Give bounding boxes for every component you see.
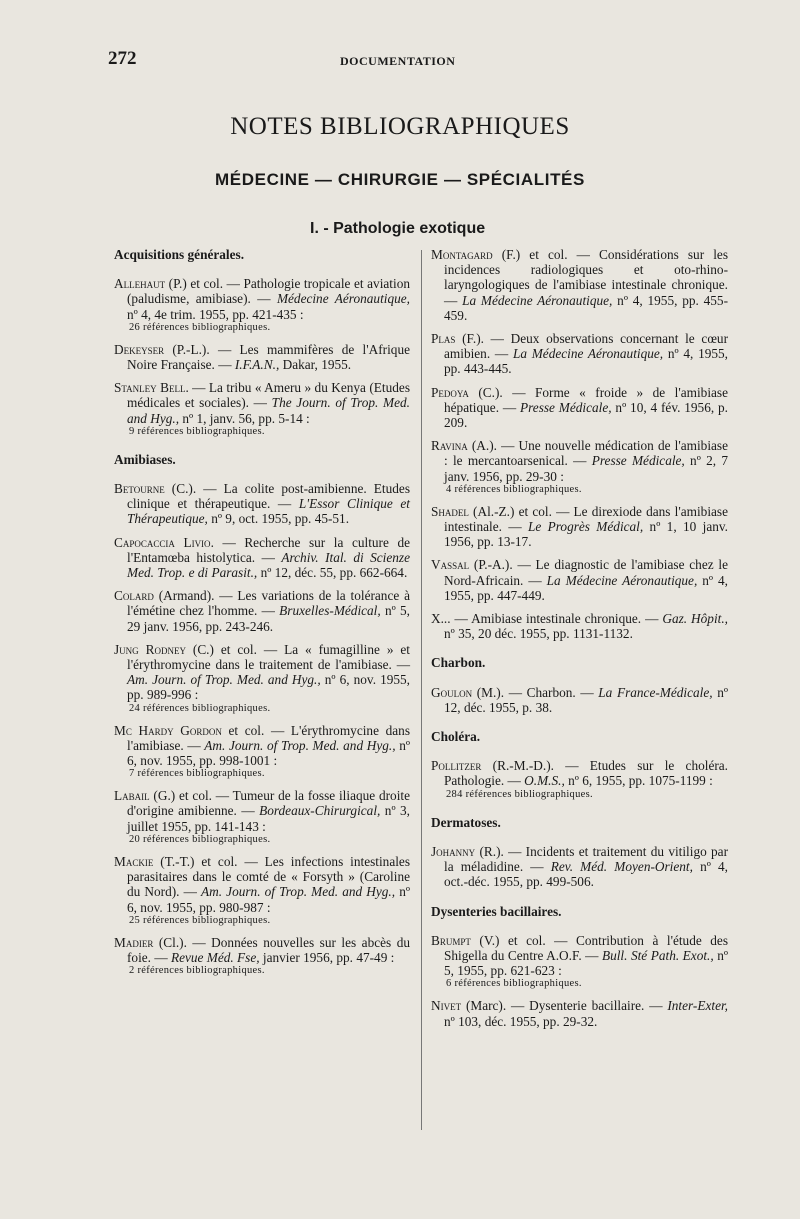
entry-author: Stanley Bell <box>114 380 186 396</box>
entry-journal: Inter-Exter, <box>667 998 728 1014</box>
entry-author: Jung Rodney <box>114 641 186 657</box>
entry-references: 9 références bibliographiques. <box>129 425 265 437</box>
entry-citation: nº 12, déc. 1955, p. 38. <box>444 684 728 715</box>
entry-citation: nº 6, nov. 1955, pp. 989-996 : <box>127 672 410 703</box>
entry-journal: Revue Méd. Fse, <box>170 949 260 965</box>
category-heading: Dysenteries bacillaires. <box>431 903 562 919</box>
entry-journal: Archiv. Ital. di Scienze Med. Trop. e di Parasit., <box>127 549 410 581</box>
entry-citation: nº 12, déc. 55, pp. 662-664. <box>257 565 408 581</box>
entry-references: 26 références bibliographiques. <box>129 321 271 333</box>
bibliography-entry <box>431 758 728 800</box>
bibliography-entry <box>431 438 728 496</box>
entry-text: (F.). — Deux observations concernant le cœur amibien. — <box>444 331 728 362</box>
entry-author: Johanny <box>431 843 476 859</box>
entry-text: — Amibiase intestinale chronique. — <box>450 611 663 627</box>
entry-author: Colard <box>114 588 154 604</box>
column-divider <box>421 250 422 1130</box>
bibliography-entry <box>431 611 728 641</box>
entry-citation: nº 2, 7 janv. 1956, pp. 29-30 : <box>444 453 728 484</box>
bibliography-entry <box>114 276 410 334</box>
left-column <box>114 247 410 985</box>
entry-journal: Am. Journ. of Trop. Med. and Hyg., <box>204 737 396 753</box>
entry-text: (Al.-Z.) et col. — Le direxiode dans l'amibiase intestinale. — <box>444 503 728 535</box>
bibliography-entry <box>431 557 728 603</box>
bibliography-entry <box>431 504 728 550</box>
entry-text: (Marc). — Dysenterie bacillaire. — <box>461 998 668 1014</box>
category-heading: Acquisitions générales. <box>114 247 245 262</box>
entry-text: (G.) et col. — Tumeur de la fosse iliaque droite d'origine amibienne. — <box>127 788 410 819</box>
entry-references: 24 références bibliographiques. <box>129 702 271 714</box>
entry-citation: nº 6, 1955, pp. 1075-1199 : <box>564 773 713 789</box>
entry-journal: Bordeaux-Chirurgical, <box>259 803 381 819</box>
entry-citation: nº 4, 1955, pp. 447-449. <box>444 572 728 603</box>
entry-journal: O.M.S., <box>524 773 565 789</box>
entry-citation: nº 4, 1955, pp. 455-459. <box>444 292 728 323</box>
entry-journal: Presse Médicale, <box>520 399 612 415</box>
entry-author: Nivet <box>431 998 462 1014</box>
bibliography-entry <box>431 844 728 890</box>
bibliography-entry <box>114 854 410 927</box>
entry-author: Shadel <box>431 503 469 519</box>
entry-citation: nº 4, 4e trim. 1955, pp. 421-435 : <box>127 306 304 322</box>
entry-author: Capocaccia Livio <box>114 534 211 550</box>
entry-text: (A.). — Une nouvelle médication de l'amibiase : le mercantoarsenical. — <box>444 438 728 469</box>
entry-author: Mc Hardy Gordon <box>114 722 222 738</box>
entry-citation: nº 5, 29 janv. 1956, pp. 243-246. <box>127 603 410 634</box>
entry-text: (F.) et col. — Considérations sur les incidences radiologiques et oto-rhino-laryngologiques de l'amibiase intestinale chronique. — <box>444 247 728 308</box>
bibliography-entry <box>431 247 728 323</box>
entry-author: Vassal <box>431 557 470 573</box>
entry-references: 20 références bibliographiques. <box>129 833 271 845</box>
entry-author: X... <box>431 611 451 627</box>
entry-text: . — Recherche sur la culture de l'Entamœba histolytica. — <box>127 534 410 565</box>
entry-text: (R.). — Incidents et traitement du vitiligo par la méladidine. — <box>444 843 728 875</box>
entry-journal: Presse Médicale, <box>591 453 685 469</box>
entry-text: (Cl.). — Données nouvelles sur les abcès du foie. — <box>127 934 410 965</box>
entry-journal: Am. Journ. of Trop. Med. and Hyg., <box>127 672 321 688</box>
entry-text: (M.). — Charbon. — <box>472 684 599 700</box>
entry-references: 4 références bibliographiques. <box>446 483 582 495</box>
entry-author: Plas <box>431 331 456 347</box>
bibliography-entry <box>114 935 410 977</box>
entry-author: Labail <box>114 788 150 804</box>
entry-text: (T.-T.) et col. — Les infections intestinales parasitaires dans le comté de « Forsyth » (Caroline du Nord). — <box>127 853 410 900</box>
entry-citation: nº 35, 20 déc. 1955, pp. 1131-1132. <box>444 626 633 642</box>
entry-text: (Armand). — Les variations de la tolérance à l'émétine chez l'homme. — <box>127 588 410 619</box>
entry-journal: Bull. Sté Path. Exot., <box>601 947 714 963</box>
entry-journal: I.F.A.N., <box>234 357 280 373</box>
bibliography-entry <box>114 723 410 781</box>
entry-author: Dekeyser <box>114 341 165 357</box>
entry-author: Betourne <box>114 481 165 497</box>
bibliography-entry <box>114 535 410 581</box>
category-heading: Charbon. <box>431 655 486 671</box>
running-head: DOCUMENTATION <box>340 54 456 68</box>
entry-text: (P.-L.). — Les mammifères de l'Afrique Noire Française. — <box>127 341 410 373</box>
entry-text: . — La tribu « Ameru » du Kenya (Etudes médicales et sociales). — <box>127 380 410 411</box>
entry-journal: Am. Journ. of Trop. Med. and Hyg., <box>201 884 396 900</box>
entry-author: Pedoya <box>431 384 469 400</box>
entry-references: 7 références bibliographiques. <box>129 768 265 780</box>
entry-journal: La Médecine Aéronautique, <box>462 292 613 308</box>
entry-journal: La France-Médicale, <box>598 684 713 700</box>
entry-author: Ravina <box>431 438 468 454</box>
entry-text: (V.) et col. — Contribution à l'étude des Shigella du Centre A.O.F. — <box>444 932 728 963</box>
entry-references: 284 références bibliographiques. <box>446 788 593 800</box>
entry-citation: nº 9, oct. 1955, pp. 45-51. <box>207 511 350 527</box>
entry-author: Pollitzer <box>431 758 482 774</box>
entry-references: 25 références bibliographiques. <box>129 914 271 926</box>
entry-citation: nº 4, oct.-déc. 1955, pp. 499-506. <box>444 859 728 890</box>
bibliography-entry <box>114 788 410 846</box>
entry-author: Brumpt <box>431 932 471 948</box>
entry-citation: nº 103, déc. 1955, pp. 29-32. <box>444 1013 598 1029</box>
bibliography-entry <box>114 481 410 527</box>
entry-citation: nº 1, janv. 56, pp. 5-14 : <box>179 410 310 426</box>
bibliography-entry <box>431 385 728 431</box>
entry-author: Goulon <box>431 684 473 700</box>
entry-citation: nº 10, 4 fév. 1956, p. 209. <box>444 399 728 431</box>
bibliography-entry <box>431 998 728 1028</box>
entry-journal: The Journ. of Trop. Med. and Hyg., <box>127 395 410 426</box>
entry-text: et col. — L'érythromycine dans l'amibiase. — <box>127 722 410 753</box>
entry-citation: nº 5, 1955, pp. 621-623 : <box>444 947 728 979</box>
entry-references: 2 références bibliographiques. <box>129 965 265 977</box>
entry-citation: nº 6, nov. 1955, pp. 998-1001 : <box>127 737 410 769</box>
bibliography-entry <box>431 933 728 991</box>
entry-journal: Le Progrès Médical, <box>527 519 644 535</box>
bibliography-entry <box>114 380 410 438</box>
entry-citation: nº 6, nov. 1955, pp. 980-987 : <box>127 884 410 915</box>
entry-citation: nº 4, 1955, pp. 443-445. <box>444 346 728 377</box>
entry-journal: Bruxelles-Médical, <box>279 603 381 619</box>
entry-journal: Gaz. Hôpit., <box>662 611 728 627</box>
category-heading: Amibiases. <box>114 451 176 467</box>
entry-citation: Dakar, 1955. <box>279 357 352 373</box>
bibliography-entry <box>431 331 728 377</box>
category-heading: Dermatoses. <box>431 814 501 830</box>
entry-references: 6 références bibliographiques. <box>446 978 582 990</box>
entry-text: (C.) et col. — La « fumagilline » et l'érythromycine dans le traitement de l'amibiase. — <box>127 641 410 673</box>
bibliography-entry <box>114 342 410 372</box>
entry-journal: Rev. Méd. Moyen-Orient, <box>550 859 693 875</box>
section-title: MÉDECINE — CHIRURGIE — SPÉCIALITÉS <box>215 170 585 189</box>
entry-text: (C.). — Forme « froide » de l'amibiase hépatique. — <box>444 384 728 415</box>
entry-author: Mackie <box>114 853 154 869</box>
entry-text: (P.) et col. — Pathologie tropicale et aviation (paludisme, amibiase). — <box>127 276 410 307</box>
entry-text: (R.-M.-D.). — Etudes sur le choléra. Pathologie. — <box>444 758 728 789</box>
entry-journal: La Médecine Aéronautique, <box>546 572 698 588</box>
right-column <box>431 247 728 1037</box>
bibliography-entry <box>114 642 410 715</box>
entry-author: Allehaut <box>114 276 166 292</box>
page-number: 272 <box>108 48 137 69</box>
entry-citation: nº 3, juillet 1955, pp. 141-143 : <box>127 803 410 834</box>
bibliography-entry <box>114 588 410 634</box>
page-title: NOTES BIBLIOGRAPHIQUES <box>230 113 570 140</box>
entry-journal: L'Essor Clinique et Thérapeutique, <box>127 496 410 527</box>
entry-citation: nº 1, 10 janv. 1956, pp. 13-17. <box>444 519 728 550</box>
category-heading: Choléra. <box>431 729 481 745</box>
bibliography-entry <box>431 685 728 715</box>
entry-citation: janvier 1956, pp. 47-49 : <box>259 949 395 965</box>
entry-text: (C.). — La colite post-amibienne. Etudes clinique et thérapeutique. — <box>127 481 410 512</box>
entry-journal: La Médecine Aéronautique, <box>512 346 664 362</box>
entry-author: Madier <box>114 934 154 950</box>
entry-author: Montagard <box>431 247 493 262</box>
entry-journal: Médecine Aéronautique, <box>276 291 410 307</box>
subsection-title: I. - Pathologie exotique <box>310 220 486 237</box>
entry-text: (P.-A.). — Le diagnostic de l'amibiase chez le Nord-Africain. — <box>444 557 728 588</box>
